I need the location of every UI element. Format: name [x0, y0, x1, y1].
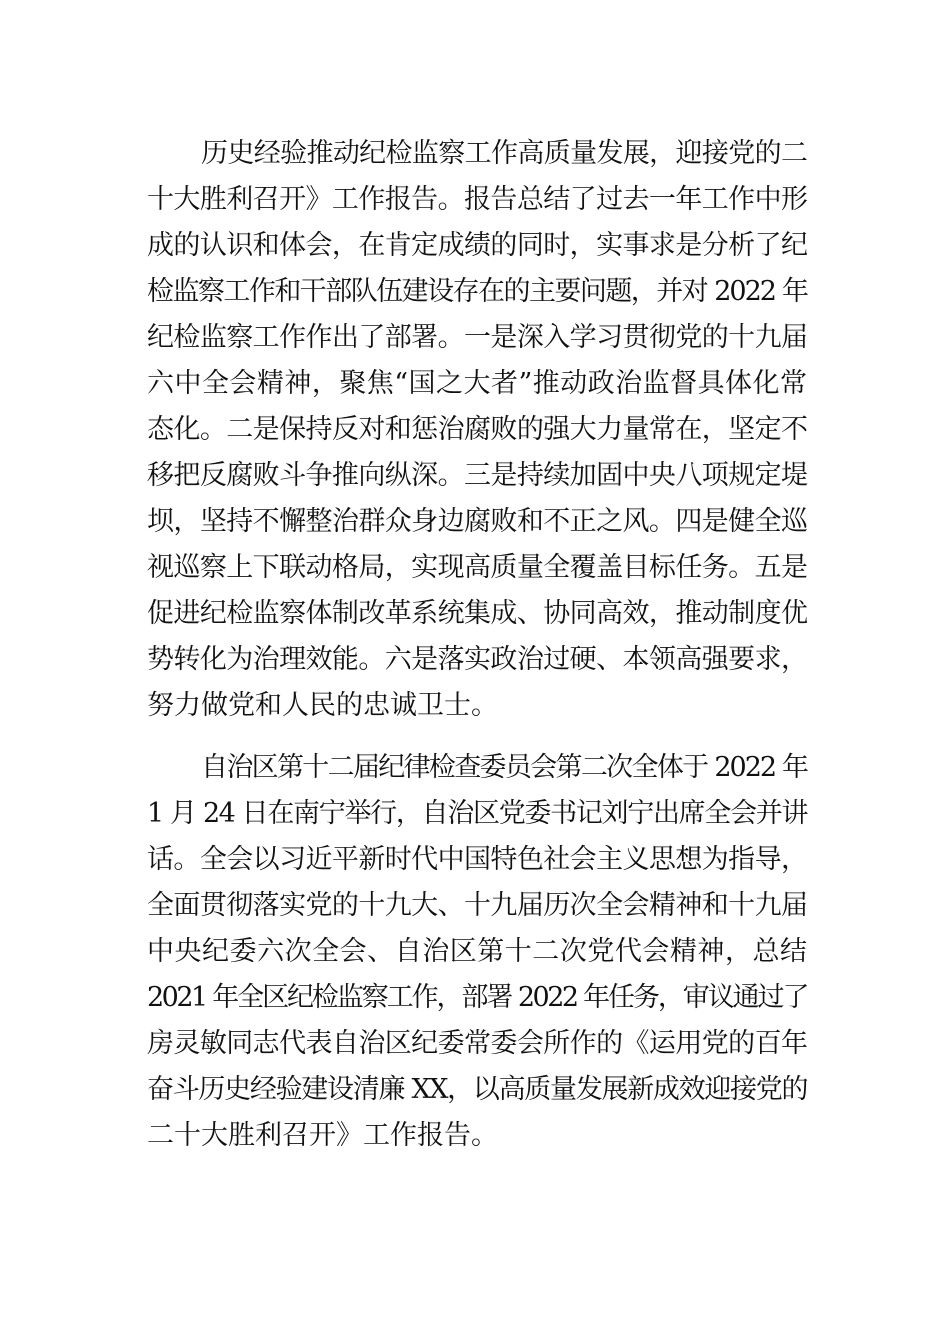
paragraph-1-line-6: 六中全会精神，聚焦“国之大者”推动政治监督具体化常	[147, 368, 807, 399]
paragraph-1-line-8: 移把反腐败斗争推向纵深。三是持续加固中央八项规定堤	[147, 460, 807, 491]
paragraph-1-line-5: 纪检监察工作作出了部署。一是深入学习贯彻党的十九届	[147, 322, 807, 353]
paragraph-2-line-2: 1 月 24 日在南宁举行，自治区党委书记刘宁出席全会并讲	[147, 798, 807, 829]
paragraph-1-line-7: 态化。二是保持反对和惩治腐败的强大力量常在，坚定不	[147, 414, 807, 445]
paragraph-1-line-3: 成的认识和体会，在肯定成绩的同时，实事求是分析了纪	[147, 230, 807, 261]
paragraph-1-line-2: 十大胜利召开》工作报告。报告总结了过去一年工作中形	[147, 184, 807, 215]
paragraph-2-line-6: 2021 年全区纪检监察工作，部署 2022 年任务，审议通过了	[147, 982, 807, 1013]
paragraph-2-line-1: 自治区第十二届纪律检查委员会第二次全体于 2022 年	[201, 752, 807, 783]
paragraph-1-line-13: 努力做党和人民的忠诚卫士。	[147, 690, 498, 721]
paragraph-1-line-11: 促进纪检监察体制改革系统集成、协同高效，推动制度优	[147, 598, 807, 629]
paragraph-1-line-10: 视巡察上下联动格局，实现高质量全覆盖目标任务。五是	[147, 552, 807, 583]
paragraph-2-line-5: 中央纪委六次全会、自治区第十二次党代会精神，总结	[147, 936, 807, 967]
paragraph-2-line-7: 房灵敏同志代表自治区纪委常委会所作的《运用党的百年	[147, 1028, 807, 1059]
paragraph-2-line-4: 全面贯彻落实党的十九大、十九届历次全会精神和十九届	[147, 890, 807, 921]
paragraph-2-line-8: 奋斗历史经验建设清廉 XX，以高质量发展新成效迎接党的	[147, 1074, 807, 1105]
paragraph-1-line-1: 历史经验推动纪检监察工作高质量发展，迎接党的二	[201, 138, 807, 169]
paragraph-2-line-3: 话。全会以习近平新时代中国特色社会主义思想为指导，	[147, 844, 807, 875]
paragraph-1-line-4: 检监察工作和干部队伍建设存在的主要问题，并对 2022 年	[147, 276, 807, 307]
paragraph-1-line-9: 坝，坚持不懈整治群众身边腐败和不正之风。四是健全巡	[147, 506, 807, 537]
paragraph-1-line-12: 势转化为治理效能。六是落实政治过硬、本领高强要求，	[147, 644, 807, 675]
paragraph-2-line-9: 二十大胜利召开》工作报告。	[147, 1120, 498, 1151]
